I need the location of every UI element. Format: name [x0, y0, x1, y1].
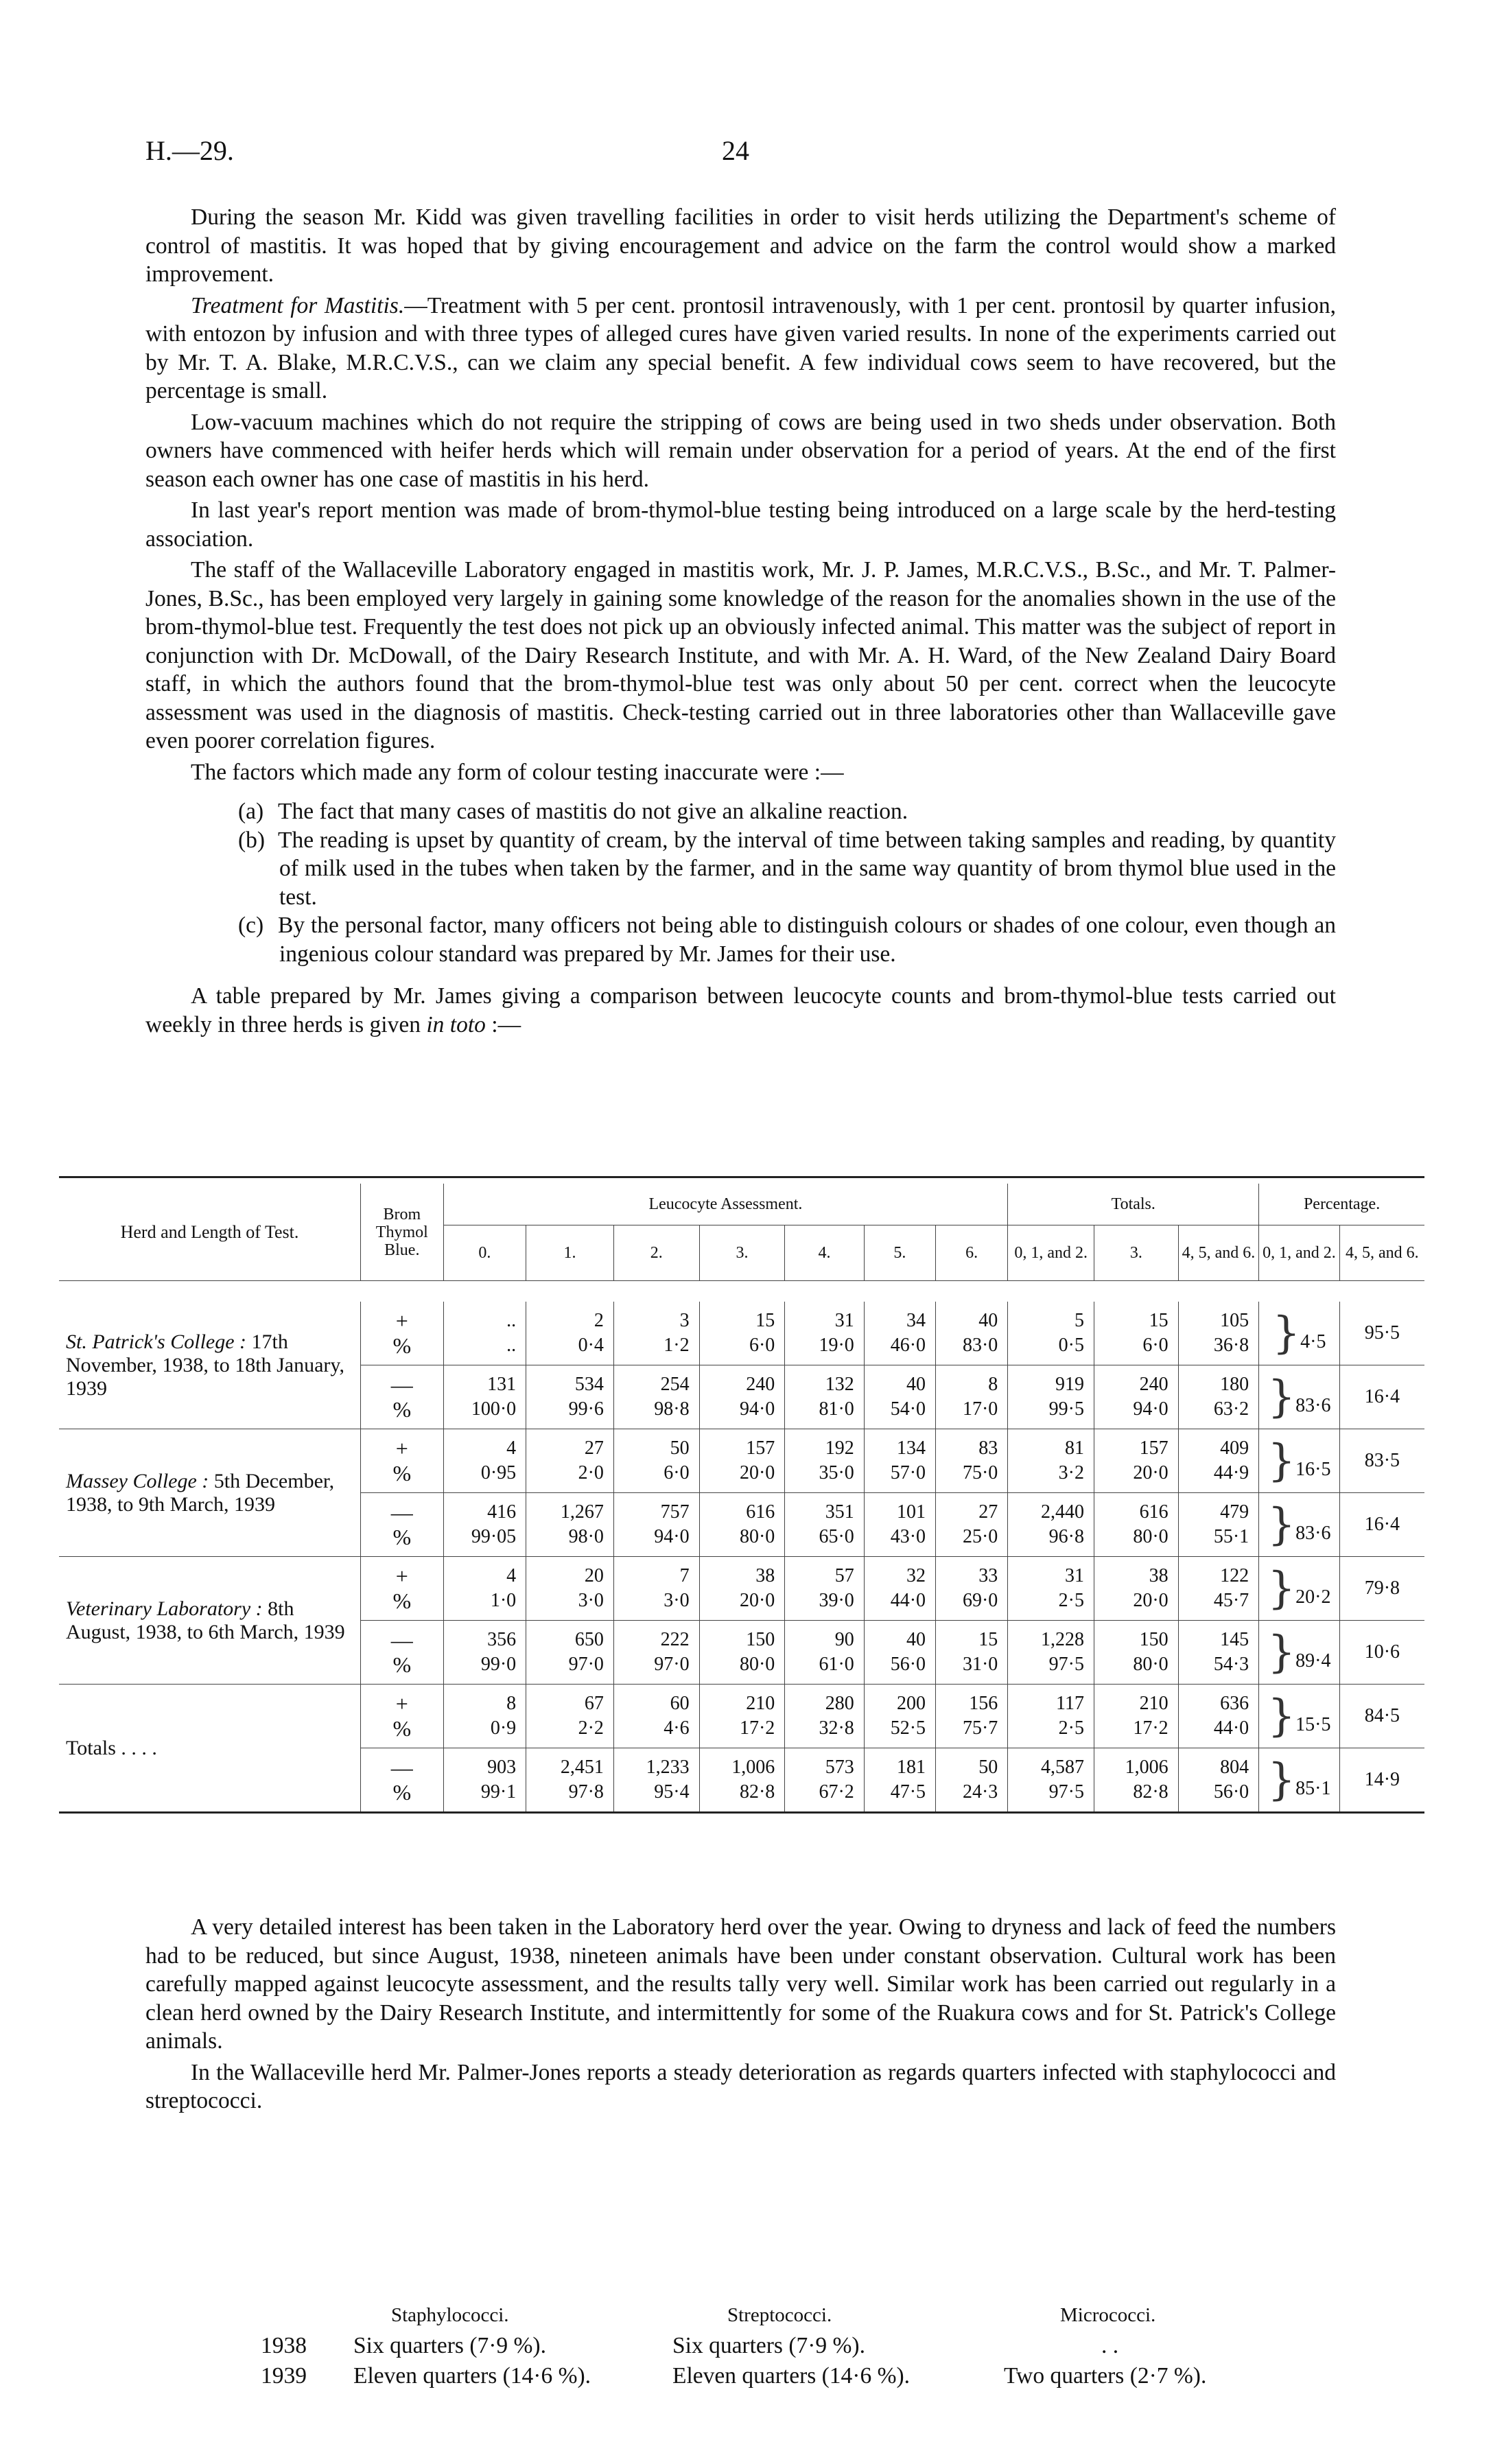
leucocyte-table [59, 1176, 1424, 1816]
paragraph: In last year's report mention was made of brom-thymol-blue testing being introduced on a large scale by the herd-testing association. [145, 497, 1336, 552]
data-cell: 1,006 82·8 [1094, 1748, 1179, 1813]
brom-sign: — % [360, 1493, 443, 1557]
herd-label: St. Patrick's College : 17th November, 1938, to 18th January, 1939 [66, 1330, 344, 1400]
col-pct-1: 4, 5, and 6. [1339, 1225, 1424, 1281]
data-cell: 4 1·0 [443, 1557, 526, 1621]
pct-0-1-2: }20·2 [1259, 1557, 1340, 1621]
data-cell: 40 56·0 [864, 1621, 935, 1685]
group-totals-header: Totals. [1008, 1184, 1259, 1225]
col-totals-0: 0, 1, and 2. [1008, 1225, 1094, 1281]
data-cell: 210 17·2 [699, 1685, 785, 1748]
pct-4-5-6: 16·4 [1339, 1493, 1424, 1557]
col-brom-header: Brom Thymol Blue. [360, 1184, 443, 1281]
data-cell: 145 54·3 [1178, 1621, 1259, 1685]
pct-4-5-6: 14·9 [1339, 1748, 1424, 1813]
col-herd-header: Herd and Length of Test. [59, 1184, 360, 1281]
data-cell: 90 61·0 [785, 1621, 864, 1685]
data-cell: 280 32·8 [785, 1685, 864, 1748]
pct-0-1-2: }89·4 [1259, 1621, 1340, 1685]
col-leuco-3: 3. [699, 1225, 785, 1281]
col-leuco-1: 1. [526, 1225, 614, 1281]
factors-list [145, 797, 1336, 968]
data-cell: 31 2·5 [1008, 1557, 1094, 1621]
paragraph: The staff of the Wallaceville Laboratory engaged in mastitis work, Mr. J. P. James, M.R.C.V.S., B.Sc., and Mr. T. Palmer-Jones, B.Sc., has been employed very largely in gaining some knowledge of the reason for the anomalies shown in the use of the brom-thymol-blue test. Frequently the test does not pick up an obviously infected animal. This matter was the subject of report in conjunction with Dr. McDowall, of the Dairy Research Institute, and with Mr. A. H. Ward, of the New Zealand Dairy Board staff, in which the authors found that the brom-thymol-blue test was only about 50 per cent. correct when the leucocyte assessment was used in the diagnosis of mastitis. Check-testing carried out in three laboratories other than Wallaceville gave even poorer correlation figures. [145, 557, 1336, 753]
data-cell: 192 35·0 [785, 1429, 864, 1493]
data-cell: 20 3·0 [526, 1557, 614, 1621]
pct-0-1-2: }83·6 [1259, 1493, 1340, 1557]
data-cell: 101 43·0 [864, 1493, 935, 1557]
data-cell: 8 0·9 [443, 1685, 526, 1748]
data-cell: 40 83·0 [936, 1302, 1008, 1365]
data-cell: 351 65·0 [785, 1493, 864, 1557]
data-cell: 131 100·0 [443, 1365, 526, 1429]
data-cell: 83 75·0 [936, 1429, 1008, 1493]
col-leuco-0: 0. [443, 1225, 526, 1281]
data-cell: 903 99·1 [443, 1748, 526, 1813]
treatment-heading: Treatment for Mastitis. [191, 292, 405, 318]
data-cell: 356 99·0 [443, 1621, 526, 1685]
pct-0-1-2: }15·5 [1259, 1685, 1340, 1748]
list-item: (a) The fact that many cases of mastitis do not give an alkaline reaction. [238, 799, 908, 824]
brace-icon: } [1267, 1435, 1296, 1486]
paragraph: During the season Mr. Kidd was given travelling facilities in order to visit herds utilizing the Department's scheme of control of mastitis. It was hoped that by giving encouragement and advice on the farm the control would show a marked improvement. [145, 204, 1336, 287]
data-cell: 132 81·0 [785, 1365, 864, 1429]
table-row [59, 1302, 1424, 1365]
data-cell: 81 3·2 [1008, 1429, 1094, 1493]
data-cell: 150 80·0 [699, 1621, 785, 1685]
list-item: (b) The reading is upset by quantity of cream, by the interval of time between taking samples and reading, by quantity of milk used in the tubes when taken by the farmer, and in the same way quantity of brom thymol blue used in the test. [238, 827, 1336, 910]
data-cell: 2,440 96·8 [1008, 1493, 1094, 1557]
data-cell: 67 2·2 [526, 1685, 614, 1748]
data-cell: 38 20·0 [699, 1557, 785, 1621]
pct-4-5-6: 10·6 [1339, 1621, 1424, 1685]
data-cell: 57 39·0 [785, 1557, 864, 1621]
data-cell: 240 94·0 [1094, 1365, 1179, 1429]
paragraph-treatment: Treatment for Mastitis.—Treatment with 5 per cent. prontosil intravenously, with 1 per cent. prontosil by quarter infusion, with entozon by infusion and with three types of alleged cures have given varied results. In none of the experiments carried out by Mr. T. A. Blake, M.R.C.V.S., can we claim any special benefit. A few individual cows seem to have recovered, but the percentage is small. [145, 292, 1336, 403]
data-cell: 534 99·6 [526, 1365, 614, 1429]
table-row [59, 1685, 1424, 1748]
paragraph: The factors which made any form of colour testing inaccurate were :— [191, 759, 844, 785]
data-cell: 1,233 95·4 [613, 1748, 699, 1813]
herd-label: Massey College : 5th December, 1938, to 9th March, 1939 [59, 1429, 360, 1557]
page-number: 24 [722, 135, 749, 166]
brom-sign: + % [360, 1429, 443, 1493]
data-cell: 222 97·0 [613, 1621, 699, 1685]
pct-4-5-6: 16·4 [1339, 1365, 1424, 1429]
pct-0-1-2: }4·5 [1259, 1302, 1340, 1365]
data-cell: 416 99·05 [443, 1493, 526, 1557]
data-cell: 1,006 82·8 [699, 1748, 785, 1813]
data-cell: 157 20·0 [699, 1429, 785, 1493]
brace-icon: } [1267, 1372, 1296, 1422]
col-leuco-6: 6. [936, 1225, 1008, 1281]
data-cell: 650 97·0 [526, 1621, 614, 1685]
data-cell: 27 2·0 [526, 1429, 614, 1493]
data-cell: 200 52·5 [864, 1685, 935, 1748]
data-cell: 919 99·5 [1008, 1365, 1094, 1429]
brom-sign: + % [360, 1685, 443, 1748]
data-cell: 409 44·9 [1178, 1429, 1259, 1493]
data-cell: 31 19·0 [785, 1302, 864, 1365]
data-cell: 33 69·0 [936, 1557, 1008, 1621]
brace-icon: } [1267, 1563, 1296, 1614]
pct-4-5-6: 83·5 [1339, 1429, 1424, 1493]
pct-0-1-2: }85·1 [1259, 1748, 1340, 1813]
col-totals-1: 3. [1094, 1225, 1179, 1281]
paragraph: Low-vacuum machines which do not require the stripping of cows are being used in two sheds under observation. Both owners have commenced with heifer herds which will remain under observation for a period of years. At the end of the first season each owner has one case of mastitis in his herd. [145, 409, 1336, 492]
data-cell: 181 47·5 [864, 1748, 935, 1813]
header-micro: Micrococci. [1060, 2304, 1156, 2326]
data-cell: 7 3·0 [613, 1557, 699, 1621]
data-cell: 4,587 97·5 [1008, 1748, 1094, 1813]
col-leuco-2: 2. [613, 1225, 699, 1281]
data-cell: 117 2·5 [1008, 1685, 1094, 1748]
data-cell: 15 6·0 [1094, 1302, 1179, 1365]
brace-icon: } [1267, 1627, 1296, 1678]
data-cell: 1,228 97·5 [1008, 1621, 1094, 1685]
col-leuco-5: 5. [864, 1225, 935, 1281]
data-cell: 616 80·0 [1094, 1493, 1179, 1557]
pct-0-1-2: }83·6 [1259, 1365, 1340, 1429]
data-cell: 616 80·0 [699, 1493, 785, 1557]
body-text-upper [145, 203, 1336, 1042]
brace-icon: } [1272, 1308, 1301, 1359]
data-cell: 27 25·0 [936, 1493, 1008, 1557]
data-cell: 156 75·7 [936, 1685, 1008, 1748]
data-cell: 150 80·0 [1094, 1621, 1179, 1685]
pct-0-1-2: }16·5 [1259, 1429, 1340, 1493]
brom-sign: — % [360, 1621, 443, 1685]
data-cell: 15 6·0 [699, 1302, 785, 1365]
data-cell: 60 4·6 [613, 1685, 699, 1748]
herd-label: Totals . . . . [59, 1685, 360, 1813]
herd-label: Veterinary Laboratory : 8th August, 1938, to 6th March, 1939 [59, 1557, 360, 1685]
data-cell: 2 0·4 [526, 1302, 614, 1365]
data-cell: 804 56·0 [1178, 1748, 1259, 1813]
data-cell: 8 17·0 [936, 1365, 1008, 1429]
paragraph: A very detailed interest has been taken in the Laboratory herd over the year. Owing to dryness and lack of feed the numbers had to be reduced, but since August, 1938, nineteen animals have been under constant observation. Cultural work has been carefully mapped against leucocyte assessment, and the results tally very well. Similar work has been carried out regularly in a clean herd owned by the Dairy Research Institute, and intermittently for some of the Ruakura cows and for St. Patrick's College animals. [145, 1914, 1336, 2054]
data-cell: 134 57·0 [864, 1429, 935, 1493]
brom-sign: — % [360, 1748, 443, 1813]
brace-icon: } [1267, 1691, 1296, 1741]
col-leuco-4: 4. [785, 1225, 864, 1281]
data-cell: 254 98·8 [613, 1365, 699, 1429]
table-row: 1939 Eleven quarters (14·6 %). Eleven quarters (14·6 %). Two quarters (2·7 %). [261, 2363, 1207, 2389]
species-table [261, 2301, 1359, 2391]
data-cell: 32 44·0 [864, 1557, 935, 1621]
table-row: 1938 Six quarters (7·9 %). Six quarters (7·9 %). . . [261, 2333, 1119, 2358]
pct-4-5-6: 84·5 [1339, 1685, 1424, 1748]
col-pct-0: 0, 1, and 2. [1259, 1225, 1340, 1281]
table-row [59, 1429, 1424, 1493]
data-cell: 122 45·7 [1178, 1557, 1259, 1621]
paragraph: In the Wallaceville herd Mr. Palmer-Jones reports a steady deterioration as regards quarters infected with staphylococci and streptococci. [145, 2059, 1336, 2113]
brom-sign: + % [360, 1302, 443, 1365]
data-cell: 210 17·2 [1094, 1685, 1179, 1748]
brace-icon: } [1267, 1755, 1296, 1805]
report-code: H.—29. [145, 135, 234, 166]
data-cell: 5 0·5 [1008, 1302, 1094, 1365]
data-cell: 105 36·8 [1178, 1302, 1259, 1365]
body-text-lower [145, 1913, 1336, 2118]
header-staph: Staphylococci. [391, 2304, 509, 2326]
data-cell: 573 67·2 [785, 1748, 864, 1813]
data-cell: 3 1·2 [613, 1302, 699, 1365]
data-cell: 1,267 98·0 [526, 1493, 614, 1557]
data-cell: 50 6·0 [613, 1429, 699, 1493]
pct-4-5-6: 95·5 [1339, 1302, 1424, 1365]
data-cell: 38 20·0 [1094, 1557, 1179, 1621]
data-cell: .. .. [443, 1302, 526, 1365]
table-row [59, 1557, 1424, 1621]
data-cell: 240 94·0 [699, 1365, 785, 1429]
col-totals-2: 4, 5, and 6. [1178, 1225, 1259, 1281]
data-cell: 50 24·3 [936, 1748, 1008, 1813]
group-percentage-header: Percentage. [1259, 1184, 1424, 1225]
data-cell: 15 31·0 [936, 1621, 1008, 1685]
data-cell: 34 46·0 [864, 1302, 935, 1365]
data-cell: 40 54·0 [864, 1365, 935, 1429]
group-leucocyte-header: Leucocyte Assessment. [443, 1184, 1008, 1225]
table-intro: A table prepared by Mr. James giving a comparison between leucocyte counts and brom-thymol-blue tests carried out weekly in three herds is given in toto :— [145, 983, 1336, 1037]
data-cell: 4 0·95 [443, 1429, 526, 1493]
brace-icon: } [1267, 1499, 1296, 1550]
brom-sign: + % [360, 1557, 443, 1621]
data-cell: 636 44·0 [1178, 1685, 1259, 1748]
brom-sign: — % [360, 1365, 443, 1429]
data-cell: 157 20·0 [1094, 1429, 1179, 1493]
data-cell: 479 55·1 [1178, 1493, 1259, 1557]
list-item: (c) By the personal factor, many officers not being able to distinguish colours or shades of one colour, even though an ingenious colour standard was prepared by Mr. James for their use. [238, 913, 1336, 967]
header-strep: Streptococci. [727, 2304, 832, 2326]
pct-4-5-6: 79·8 [1339, 1557, 1424, 1621]
data-cell: 2,451 97·8 [526, 1748, 614, 1813]
data-cell: 180 63·2 [1178, 1365, 1259, 1429]
data-cell: 757 94·0 [613, 1493, 699, 1557]
